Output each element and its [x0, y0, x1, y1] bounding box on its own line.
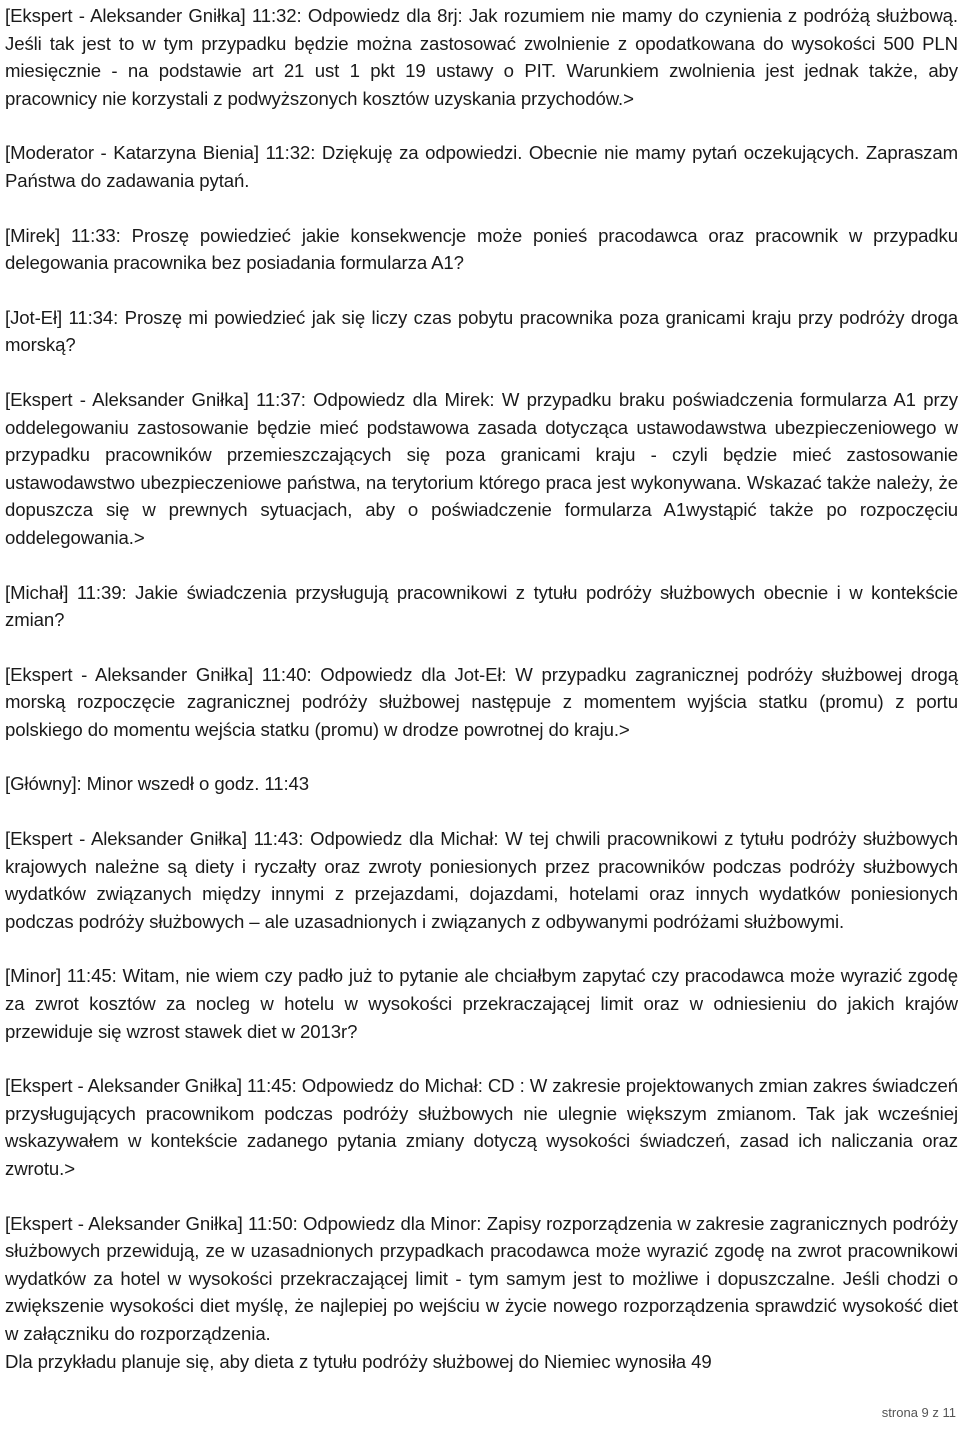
document-page: [5, 0, 958, 1402]
chat-message: [5, 770, 958, 798]
chat-message: [5, 579, 958, 634]
message-text: [Główny]: Minor wszedł o godz. 11:43: [5, 773, 310, 795]
chat-message: [5, 222, 958, 277]
message-text: [Michał] 11:39: Jakie świadczenia przysługują pracownikowi z tytułu podróży służbowych obecnie i w kontekście zmian?: [5, 581, 958, 631]
message-text: [Ekspert - Aleksander Gniłka] 11:45: Odpowiedz do Michał: CD : W zakresie projektowanych zmian zakres świadczeń przysługujących pracownikom podczas podróży służbowych nie ulegnie większym zmianom. Tak jak wcześniej wskazywałem w kontekście zadanego pytania zmiany dotyczą wysokości świadczeń, zasad ich naliczania oraz zwrotu.>: [5, 1075, 958, 1179]
message-text: [Moderator - Katarzyna Bienia] 11:32: Dziękuję za odpowiedzi. Obecnie nie mamy pytań oczekujących. Zapraszam Państwa do zadawania pytań.: [5, 142, 958, 191]
chat-message: [5, 2, 958, 112]
message-text: [Ekspert - Aleksander Gniłka] 11:32: Odpowiedz dla 8rj: Jak rozumiem nie mamy do czynienia z podróżą służbową. Jeśli tak jest to w tym przypadku będzie można zastosować zwolnienie z opodatkowana do wysokości 500 PLN miesięcznie - na podstawie art 21 ust 1 pkt 19 ustawy o PIT. Warunkiem zwolnienia jest jednak także, aby pracownicy nie korzystali z podwyższonych kosztów uzyskania przychodów.>: [5, 5, 958, 109]
message-text: [Jot-Eł] 11:34: Proszę mi powiedzieć jak się liczy czas pobytu pracownika poza granicami kraju przy podróży droga morską?: [5, 306, 958, 356]
chat-message: [5, 1210, 958, 1376]
chat-message: [5, 1072, 958, 1182]
message-text: [Ekspert - Aleksander Gniłka] 11:50: Odpowiedz dla Minor: Zapisy rozporządzenia w zakresie zagranicznych podróży służbowych przewidują, ze w uzasadnionych przypadkach pracodawca może wyrazić zgodę na zwrot pracownikowi wydatków za hotel w wysokości przekraczającej limit - tym samym jest to możliwe i dopuszczalne. Jeśli chodzi o zwiększenie wysokości diet myślę, że najlepiej po wejściu w życie nowego rozporządzenia sprawdzić wysokość diet w załączniku do rozporządzenia.: [5, 1212, 958, 1344]
message-text: [Ekspert - Aleksander Gniłka] 11:40: Odpowiedz dla Jot-Eł: W przypadku zagranicznej podróży służbowej drogą morską rozpoczęcie zagranicznej podróży służbowej następuje z momentem wyjścia statku (promu) z portu polskiego do momentu wejścia statku (promu) w drodze powrotnej do kraju.>: [5, 663, 958, 740]
message-text: [Ekspert - Aleksander Gniłka] 11:37: Odpowiedz dla Mirek: W przypadku braku poświadczenia formularza A1 przy oddelegowaniu zastosowanie będzie mieć podstawowa zasada dotycząca ustawodawstwa ubezpieczeniowego w przypadku pracowników przemieszczających się poza granicami kraju - czyli będzie mieć zastosowanie ustawodawstwo ubezpieczeniowe państwa, na terytorium którego praca jest wykonywana. Wskazać także należy, że dopuszcza się w prewnych sytuacjach, aby o poświadczenie formularza A1wystąpić także po rozpoczęciu oddelegowania.>: [5, 388, 958, 548]
message-text: [Ekspert - Aleksander Gniłka] 11:43: Odpowiedz dla Michał: W tej chwili pracownikowi z tytułu podróży służbowych krajowych należne są diety i ryczałty oraz zwroty poniesionych przez pracowników podczas podróży służbowych wydatków związanych między innymi z przejazdami, dojazdami, hotelami oraz innych wydatków poniesionych podczas podróży służbowych – ale uzasadnionych i związanych z odbywanymi podróżami służbowymi.: [5, 828, 958, 932]
chat-message: [5, 386, 958, 552]
chat-message: [5, 825, 958, 935]
chat-message: [5, 139, 958, 194]
chat-message: [5, 962, 958, 1045]
message-text: [Mirek] 11:33: Proszę powiedzieć jakie konsekwencje może ponieś pracodawca oraz pracownik w przypadku delegowania pracownika bez posiadania formularza A1?: [5, 224, 958, 274]
message-text: [Minor] 11:45: Witam, nie wiem czy padło już to pytanie ale chciałbym zapytać czy pracodawca może wyrazić zgodę za zwrot kosztów za nocleg w hotelu w wysokości przekraczającej limit oraz w odniesieniu do jakich krajów przewiduje się wzrost stawek diet w 2013r?: [5, 965, 958, 1042]
page-number: strona 9 z 11: [881, 1405, 956, 1420]
message-text-continuation: Dla przykładu planuje się, aby dieta z tytułu podróży służbowej do Niemiec wynosiła 49: [5, 1350, 712, 1372]
chat-message: [5, 661, 958, 744]
chat-message: [5, 304, 958, 359]
